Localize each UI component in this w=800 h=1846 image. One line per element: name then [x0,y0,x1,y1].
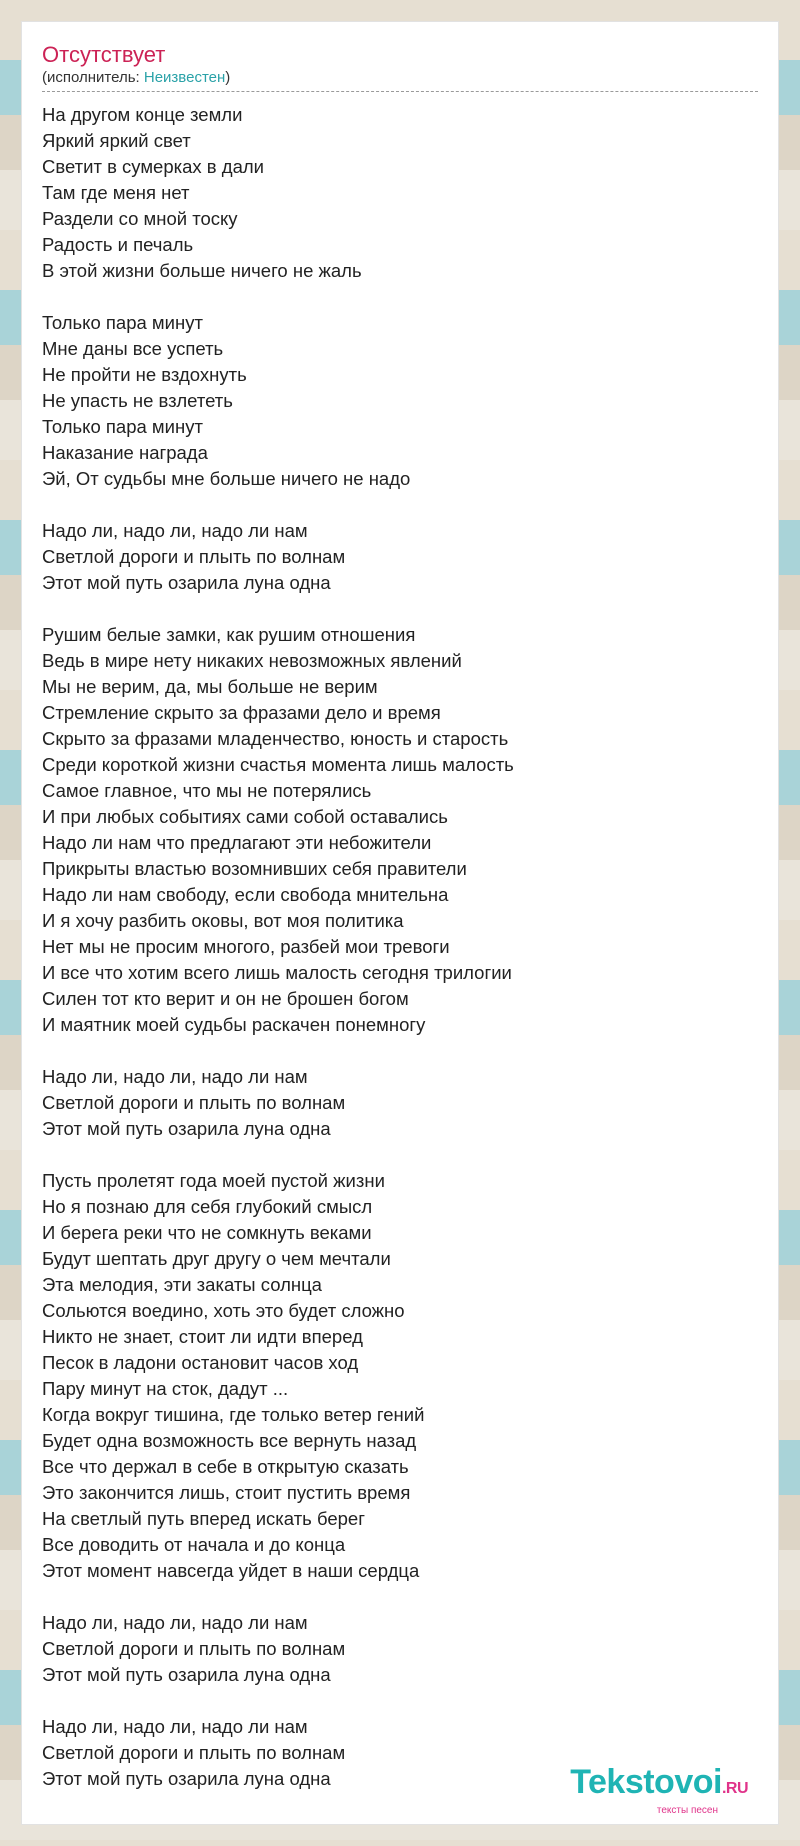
lyric-line: Этот мой путь озарила луна одна [42,572,331,593]
lyric-line: И все что хотим всего лишь малость сегодня трилогии [42,962,512,983]
artist-line [42,68,758,92]
lyric-line: Не пройти не вздохнуть [42,364,247,385]
lyric-line: Пару минут на сток, дадут ... [42,1378,289,1399]
lyric-line: Только пара минут [42,416,203,437]
lyrics-stanza [42,518,758,596]
lyrics-stanza [42,1168,758,1584]
lyric-line: Надо ли нам свободу, если свобода мнительна [42,884,449,905]
lyric-line: Светлой дороги и плыть по волнам [42,1742,346,1763]
lyric-line: И при любых событиях сами собой оставались [42,806,448,827]
song-title: Отсутствует [42,42,166,67]
lyric-line: Светлой дороги и плыть по волнам [42,546,346,567]
lyrics-stanza [42,102,758,284]
lyric-line: Сольются воедино, хоть это будет сложно [42,1300,405,1321]
lyric-line: Мы не верим, да, мы больше не верим [42,676,378,697]
lyric-line: Стремление скрыто за фразами дело и время [42,702,441,723]
lyric-line: Все что держал в себе в открытую сказать [42,1456,409,1477]
lyric-line: Самое главное, что мы не потерялись [42,780,372,801]
lyrics-body [42,102,758,1792]
lyric-line: Радость и печаль [42,234,194,255]
lyric-line: Рушим белые замки, как рушим отношения [42,624,416,645]
lyric-line: Но я познаю для себя глубокий смысл [42,1196,373,1217]
logo-tagline: тексты песен [656,1805,718,1816]
logo-brand: Tekstovoi [570,1763,722,1801]
lyric-line: На светлый путь вперед искать берег [42,1508,365,1529]
lyric-line: Прикрыты властью возомнивших себя правители [42,858,467,879]
lyric-line: Будет одна возможность все вернуть назад [42,1430,417,1451]
lyric-line: Когда вокруг тишина, где только ветер гений [42,1404,425,1425]
lyric-line: Только пара минут [42,312,203,333]
lyrics-stanza [42,622,758,1038]
lyric-line: И я хочу разбить оковы, вот моя политика [42,910,404,931]
lyric-line: Все доводить от начала и до конца [42,1534,346,1555]
lyric-line: Эй, От судьбы мне больше ничего не надо [42,468,411,489]
lyric-line: На другом конце земли [42,104,243,125]
artist-suffix: ) [225,69,231,86]
lyric-line: Надо ли нам что предлагают эти небожители [42,832,432,853]
logo-tld: .RU [721,1780,748,1797]
lyric-line: В этой жизни больше ничего не жаль [42,260,362,281]
lyrics-stanza [42,1064,758,1142]
lyric-line: Силен тот кто верит и он не брошен богом [42,988,409,1009]
artist-prefix: (исполнитель: [42,69,144,86]
lyric-line: Пусть пролетят года моей пустой жизни [42,1170,385,1191]
lyric-line: Никто не знает, стоит ли идти вперед [42,1326,363,1347]
lyric-line: Песок в ладони остановит часов ход [42,1352,359,1373]
lyric-line: Раздели со мной тоску [42,208,238,229]
artist-link[interactable]: Неизвестен [143,69,226,86]
site-logo[interactable] [570,1765,748,1816]
lyric-line: Там где меня нет [42,182,190,203]
lyric-line: Светлой дороги и плыть по волнам [42,1638,346,1659]
lyric-line: И берега реки что не сомкнуть веками [42,1222,372,1243]
lyric-line: Мне даны все успеть [42,338,224,359]
lyric-line: Эта мелодия, эти закаты солнца [42,1274,322,1295]
lyric-line: Среди короткой жизни счастья момента лишь малость [42,754,514,775]
lyric-line: Этот момент навсегда уйдет в наши сердца [42,1560,420,1581]
lyric-line: Надо ли, надо ли, надо ли нам [42,1066,308,1087]
lyric-line: Нет мы не просим многого, разбей мои тревоги [42,936,450,957]
lyric-line: Наказание награда [42,442,208,463]
lyrics-card [22,22,778,1824]
lyric-line: Будут шептать друг другу о чем мечтали [42,1248,391,1269]
lyrics-stanza [42,1610,758,1688]
lyric-line: Этот мой путь озарила луна одна [42,1664,331,1685]
lyric-line: Надо ли, надо ли, надо ли нам [42,520,308,541]
lyric-line: Надо ли, надо ли, надо ли нам [42,1612,308,1633]
lyric-line: Это закончится лишь, стоит пустить время [42,1482,411,1503]
lyric-line: Не упасть не взлететь [42,390,233,411]
lyric-line: Этот мой путь озарила луна одна [42,1768,331,1789]
lyric-line: Ведь в мире нету никаких невозможных явлений [42,650,462,671]
lyric-line: Надо ли, надо ли, надо ли нам [42,1716,308,1737]
lyric-line: Скрыто за фразами младенчество, юность и старость [42,728,509,749]
lyric-line: Этот мой путь озарила луна одна [42,1118,331,1139]
lyric-line: Светлой дороги и плыть по волнам [42,1092,346,1113]
lyric-line: И маятник моей судьбы раскачен понемногу [42,1014,426,1035]
lyrics-stanza [42,310,758,492]
lyric-line: Светит в сумерках в дали [42,156,264,177]
lyric-line: Яркий яркий свет [42,130,191,151]
